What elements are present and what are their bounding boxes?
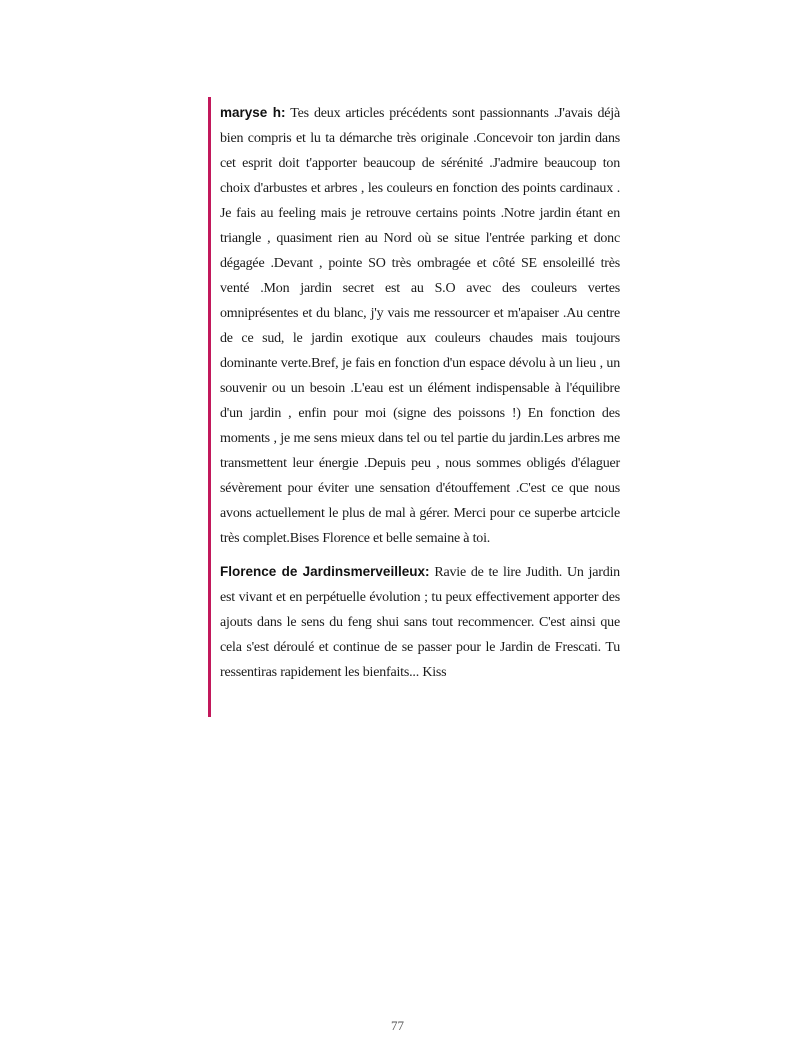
page-number: 77: [391, 1018, 404, 1033]
comment-text: Tes deux articles précédents sont passionnants .J'avais déjà bien compris et lu ta démarche très originale .Concevoir ton jardin dans cet esprit doit t'apporter beaucoup de sérénité .J'admire beaucoup ton choix d'arbustes et arbres , les couleurs en fonction des points cardinaux . Je fais au feeling mais je retrouve certains points .Notre jardin étant en triangle , quasiment rien au Nord où se situe l'entrée parking et donc dégagée .Devant , pointe SO très ombragée et côté SE ensoleillé très venté .Mon jardin secret est au S.O avec des couleurs vertes omniprésentes et du blanc, j'y vais me ressourcer et m'apaiser .Au centre de ce sud, le jardin exotique aux couleurs chaudes mais toujours dominante verte.Bref, je fais en fonction d'un espace dévolu à un lieu , un souvenir ou un besoin .L'eau est un élément indispensable à l'équilibre d'un jardin , enfin pour moi (signe des poissons !) En fonction des moments , je me sens mieux dans tel ou tel partie du jardin.Les arbres me transmettent leur énergie .Depuis peu , nous sommes obligés d'élaguer sévèrement pour éviter une sensation d'étouffement .C'est ce que nous avons actuellement le plus de mal à gérer. Merci pour ce superbe artcicle très complet.Bises Florence et belle semaine à toi.: [220, 106, 620, 546]
comment-florence: [220, 559, 620, 685]
comment-text: Ravie de te lire Judith. Un jardin est vivant et en perpétuelle évolution ; tu peux effectivement apporter des ajouts dans le sens du feng shui sans tout recommencer. C'est ainsi que cela s'est déroulé et continue de se passer pour le Jardin de Frescati. Tu ressentiras rapidement les bienfaits... Kiss: [220, 565, 620, 680]
comment-author: Florence de Jardinsmerveilleux:: [220, 564, 430, 579]
comment-thread: [208, 97, 620, 717]
comment-author: maryse h:: [220, 105, 286, 120]
comment-maryse: [220, 100, 620, 551]
